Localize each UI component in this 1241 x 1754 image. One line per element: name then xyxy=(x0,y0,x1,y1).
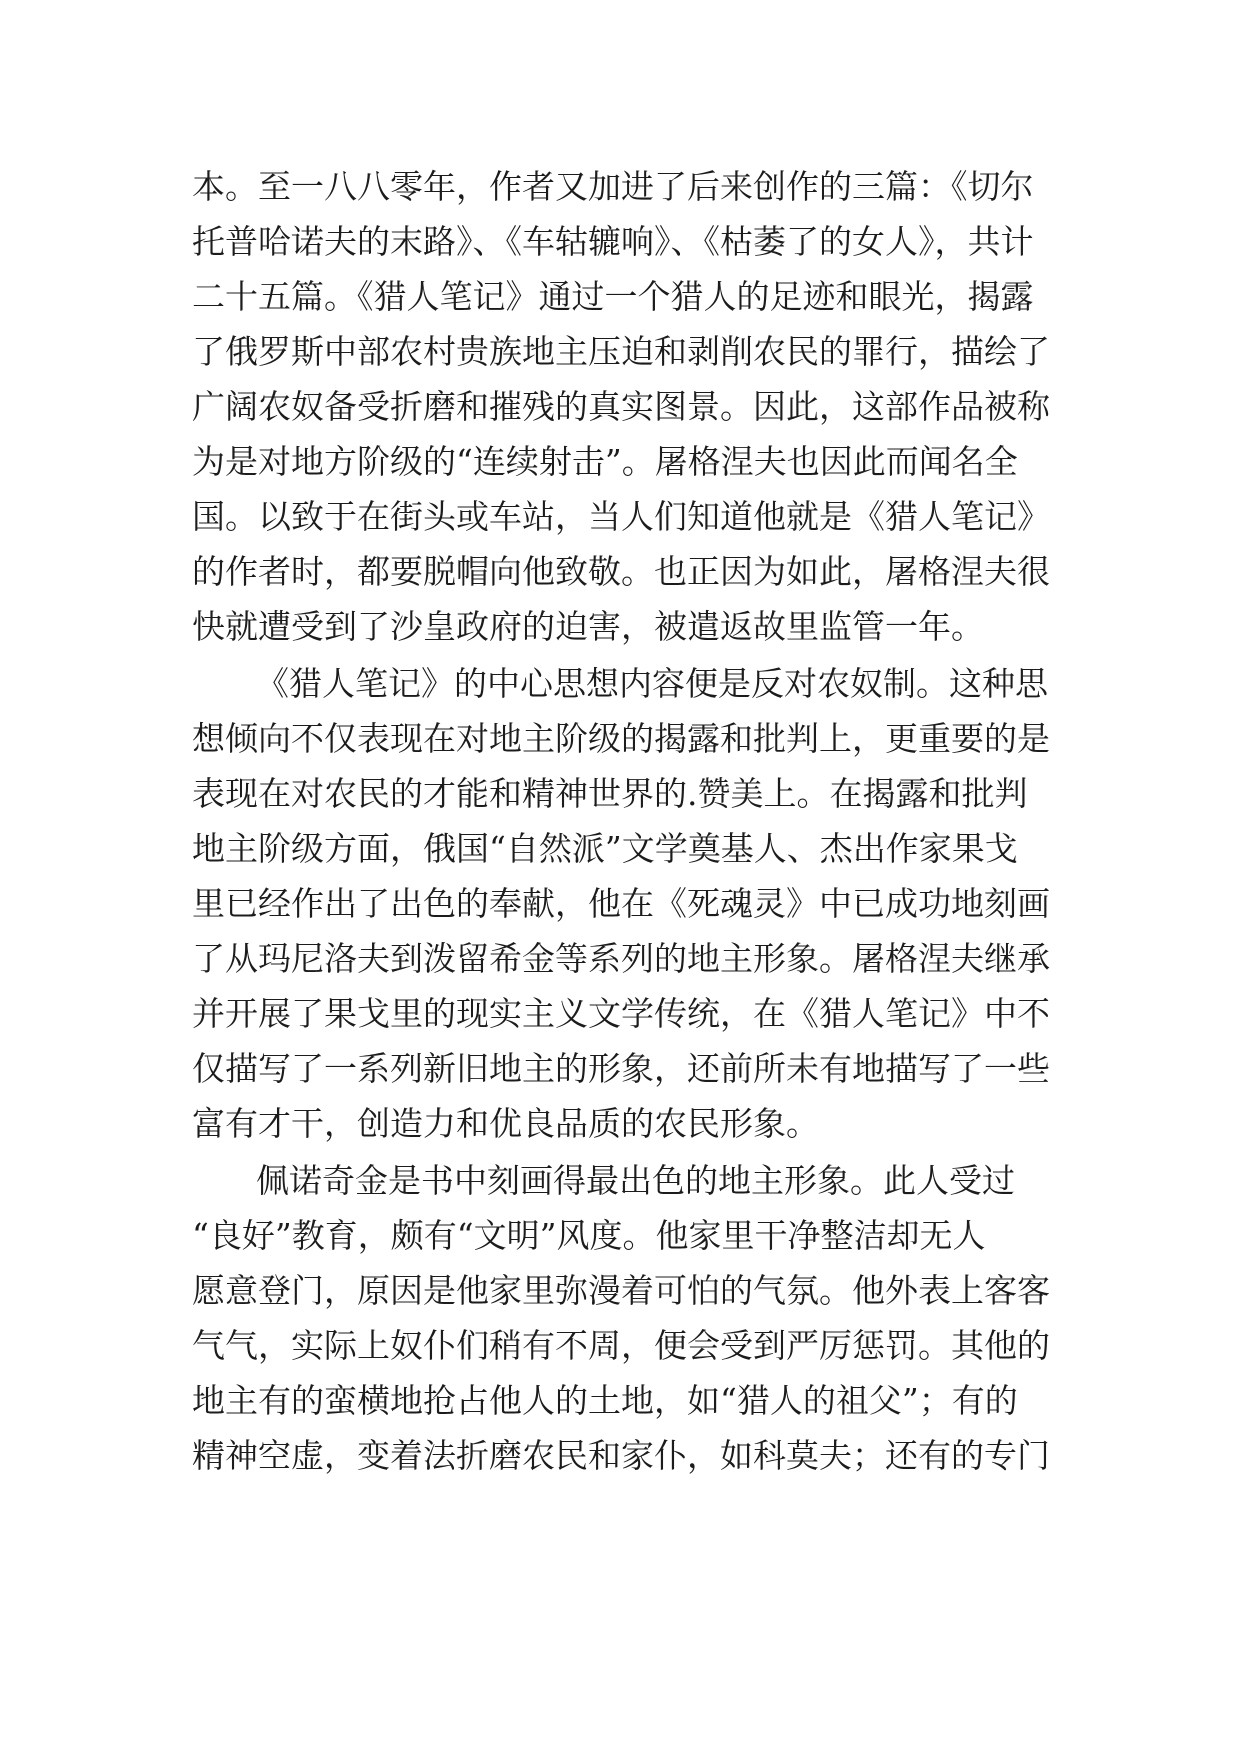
text-line: 托普哈诺夫的末路》、《车轱辘响》、《枯萎了的女人》，共计 xyxy=(192,222,1034,261)
text-line: “良好”教育，颇有“文明”风度。他家里干净整洁却无人 xyxy=(192,1216,986,1255)
text-line: 精神空虚，变着法折磨农民和家仆，如科莫夫；还有的专门 xyxy=(192,1436,1050,1475)
text-line: 的作者时，都要脱帽向他致敬。也正因为如此，屠格涅夫很 xyxy=(192,552,1050,591)
paragraph xyxy=(192,159,1052,654)
text-line: 表现在对农民的才能和精神世界的.赞美上。在揭露和批判 xyxy=(192,774,1028,813)
text-line: 《猎人笔记》的中心思想内容便是反对农奴制。这种思 xyxy=(256,664,1048,703)
text-line: 佩诺奇金是书中刻画得最出色的地主形象。此人受过 xyxy=(256,1161,1015,1200)
text-line: 广阔农奴备受折磨和摧残的真实图景。因此，这部作品被称 xyxy=(192,387,1050,426)
text-line: 地主阶级方面，俄国“自然派”文学奠基人、杰出作家果戈 xyxy=(192,829,1018,868)
text-line: 本。至一八八零年，作者又加进了后来创作的三篇：《切尔 xyxy=(192,167,1034,206)
text-line: 了从玛尼洛夫到泼留希金等系列的地主形象。屠格涅夫继承 xyxy=(192,939,1050,978)
text-line: 仅描写了一系列新旧地主的形象，还前所未有地描写了一些 xyxy=(192,1049,1050,1088)
text-line: 国。以致于在街头或车站，当人们知道他就是《猎人笔记》 xyxy=(192,497,1050,536)
text-line: 想倾向不仅表现在对地主阶级的揭露和批判上，更重要的是 xyxy=(192,719,1050,758)
text-line: 并开展了果戈里的现实主义文学传统，在《猎人笔记》中不 xyxy=(192,994,1050,1033)
document-body xyxy=(192,159,1052,1483)
text-line: 富有才干，创造力和优良品质的农民形象。 xyxy=(192,1104,819,1143)
paragraph xyxy=(192,1153,1052,1483)
text-line: 快就遭受到了沙皇政府的迫害，被遣返故里监管一年。 xyxy=(192,607,984,646)
text-line: 二十五篇。《猎人笔记》通过一个猎人的足迹和眼光，揭露 xyxy=(192,277,1034,316)
text-line: 地主有的蛮横地抢占他人的土地，如“猎人的祖父”；有的 xyxy=(192,1381,1018,1420)
text-line: 里已经作出了出色的奉献，他在《死魂灵》中已成功地刻画 xyxy=(192,884,1050,923)
text-line: 气气，实际上奴仆们稍有不周，便会受到严厉惩罚。其他的 xyxy=(192,1326,1050,1365)
paragraph xyxy=(192,656,1052,1151)
text-line: 为是对地方阶级的“连续射击”。屠格涅夫也因此而闻名全 xyxy=(192,442,1018,481)
text-line: 愿意登门，原因是他家里弥漫着可怕的气氛。他外表上客客 xyxy=(192,1271,1050,1310)
text-line: 了俄罗斯中部农村贵族地主压迫和剥削农民的罪行，描绘了 xyxy=(192,332,1050,371)
